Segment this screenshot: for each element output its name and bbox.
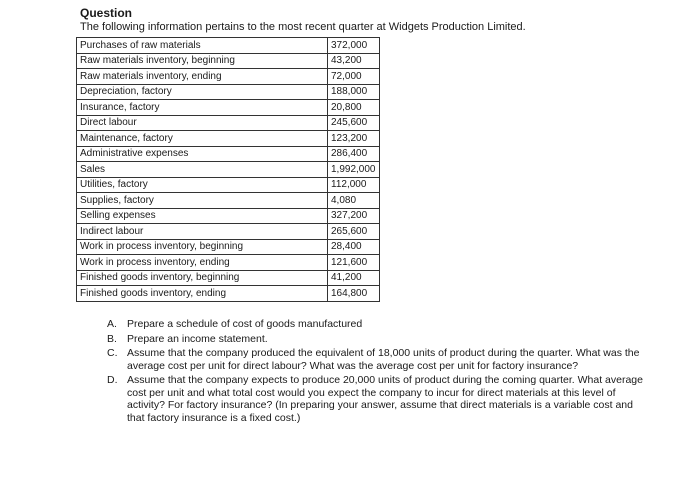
table-row: [77, 115, 380, 131]
table-row: [77, 84, 380, 100]
row-value: 41,200: [328, 270, 380, 286]
row-label: Utilities, factory: [77, 177, 328, 193]
question-letter: D.: [107, 374, 118, 386]
table-row: [77, 53, 380, 69]
row-value: 43,200: [328, 53, 380, 69]
row-value: 1,992,000: [328, 162, 380, 178]
table-row: [77, 69, 380, 85]
question-item: [107, 347, 647, 372]
table-row: [77, 100, 380, 116]
table-row: [77, 193, 380, 209]
row-label: Selling expenses: [77, 208, 328, 224]
question-item: [107, 318, 647, 331]
table-row: [77, 162, 380, 178]
table-row: [77, 286, 380, 302]
row-value: 28,400: [328, 239, 380, 255]
row-value: 164,800: [328, 286, 380, 302]
row-value: 4,080: [328, 193, 380, 209]
row-value: 112,000: [328, 177, 380, 193]
cost-data-table: [76, 37, 380, 302]
row-value: 286,400: [328, 146, 380, 162]
table-row: [77, 146, 380, 162]
question-letter: C.: [107, 347, 118, 359]
table-row: [77, 38, 380, 54]
row-value: 20,800: [328, 100, 380, 116]
row-label: Work in process inventory, beginning: [77, 239, 328, 255]
row-label: Work in process inventory, ending: [77, 255, 328, 271]
question-text: Prepare an income statement.: [127, 332, 268, 345]
row-label: Direct labour: [77, 115, 328, 131]
table-row: [77, 239, 380, 255]
row-label: Finished goods inventory, beginning: [77, 270, 328, 286]
row-value: 245,600: [328, 115, 380, 131]
question-text: Assume that the company produced the equivalent of 18,000 units of product during the quarter. What was the average cost per unit for direct labour? What was the average cost per unit for factory insurance?: [127, 347, 640, 372]
row-value: 121,600: [328, 255, 380, 271]
row-value: 327,200: [328, 208, 380, 224]
question-list: [107, 318, 647, 426]
row-label: Sales: [77, 162, 328, 178]
question-letter: A.: [107, 318, 117, 330]
row-value: 265,600: [328, 224, 380, 240]
row-label: Supplies, factory: [77, 193, 328, 209]
question-letter: B.: [107, 332, 117, 345]
row-value: 188,000: [328, 84, 380, 100]
row-label: Raw materials inventory, beginning: [77, 53, 328, 69]
question-item: [107, 333, 647, 346]
row-label: Finished goods inventory, ending: [77, 286, 328, 302]
row-label: Maintenance, factory: [77, 131, 328, 147]
question-heading: Question: [80, 6, 133, 20]
row-label: Depreciation, factory: [77, 84, 328, 100]
row-label: Insurance, factory: [77, 100, 328, 116]
table-row: [77, 131, 380, 147]
table-row: [77, 177, 380, 193]
table-row: [77, 208, 380, 224]
row-label: Raw materials inventory, ending: [77, 69, 328, 85]
row-value: 123,200: [328, 131, 380, 147]
row-value: 372,000: [328, 38, 380, 54]
table-row: [77, 224, 380, 240]
intro-text: The following information pertains to the most recent quarter at Widgets Production Limited.: [80, 21, 526, 33]
question-text: Prepare a schedule of cost of goods manufactured: [127, 318, 363, 330]
question-text: Assume that the company expects to produce 20,000 units of product during the coming quarter. What average cost per unit and what total cost would you expect the company to incur for direct materials at this level of activity? For factory insurance? (In preparing your answer, assume that direct materials is a variable cost and that factory insurance is a fixed cost.): [127, 374, 643, 424]
question-item: [107, 374, 647, 424]
row-value: 72,000: [328, 69, 380, 85]
row-label: Indirect labour: [77, 224, 328, 240]
row-label: Administrative expenses: [77, 146, 328, 162]
table-row: [77, 255, 380, 271]
table-row: [77, 270, 380, 286]
row-label: Purchases of raw materials: [77, 38, 328, 54]
